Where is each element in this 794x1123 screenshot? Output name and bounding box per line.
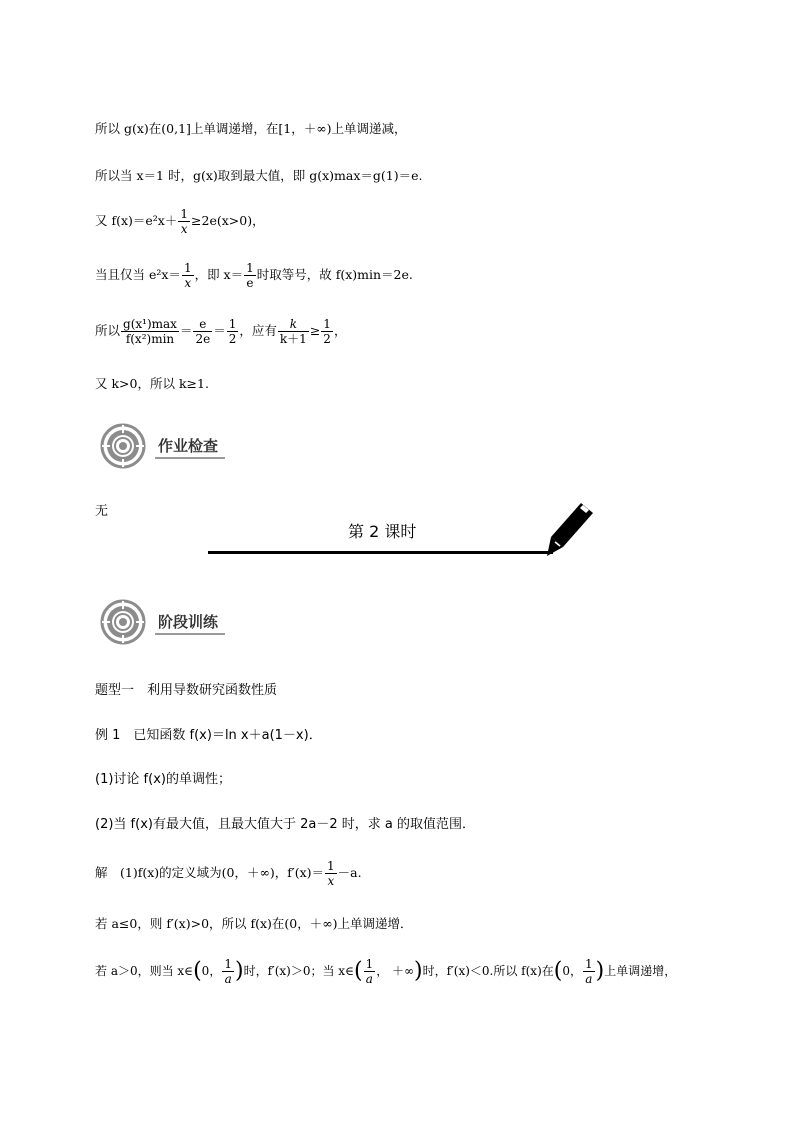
interval-start: 0 bbox=[201, 964, 210, 978]
section-badge-stage-training bbox=[100, 599, 230, 645]
fraction-1-over-e bbox=[244, 262, 256, 289]
paren-close: ) bbox=[414, 958, 423, 984]
line-5-text-c: ＝ bbox=[213, 323, 226, 338]
denominator: 2 bbox=[323, 332, 331, 346]
text-solution bbox=[95, 860, 362, 887]
line-4-text-c: 时取等号，故 f(x)min＝2e. bbox=[256, 267, 413, 282]
text-line-2 bbox=[95, 168, 422, 184]
case-2-text-c: 时，f′(x)＜0.所以 f(x)在 bbox=[422, 964, 554, 978]
case-2-text-b: 时，f′(x)＞0；当 x∈ bbox=[243, 964, 354, 978]
section-title-stage-training: 阶段训练 bbox=[158, 613, 219, 631]
question-2-text: (2)当 f(x)有最大值，且最大值大于 2a－2 时，求 a 的取值范围． bbox=[95, 817, 475, 832]
text-line-6 bbox=[95, 376, 209, 392]
fraction-1-over-x bbox=[325, 860, 337, 887]
denominator: a bbox=[365, 972, 373, 986]
fraction-1-over-a bbox=[364, 958, 376, 985]
numerator: 1 bbox=[327, 859, 335, 873]
section-title-homework-check: 作业检查 bbox=[158, 437, 219, 455]
solution-text-b: －a. bbox=[337, 865, 362, 880]
line-3-text-a: 又 f(x)＝e²x＋ bbox=[95, 213, 178, 228]
type-1-heading: 题型一 利用导数研究函数性质 bbox=[95, 683, 278, 698]
question-1-text: (1)讨论 f(x)的单调性； bbox=[95, 772, 231, 787]
text-case-2: 若 a＞0，则当 x∈(0， $\frac{1}{a}$ )时，f′(x)＞0；当 x∈( $\frac{1}{a}$ ， ＋∞)时，f′(x)＜0.所以 f(x)在(0， $\frac{1}{a}$ )上单调递增， bbox=[95, 957, 677, 986]
text-question-1 bbox=[95, 772, 231, 788]
denominator: x bbox=[327, 874, 335, 888]
text-question-2 bbox=[95, 817, 475, 833]
line-3-text-b: ≥2e(x>0)， bbox=[191, 213, 265, 228]
denominator: k＋1 bbox=[279, 332, 307, 346]
text-type-1 bbox=[95, 683, 277, 699]
text-example-1 bbox=[95, 728, 322, 744]
numerator: 1 bbox=[246, 261, 254, 275]
lesson-header bbox=[208, 505, 598, 560]
denominator: f(x²)min bbox=[125, 332, 175, 346]
fraction-1-over-x bbox=[182, 262, 194, 289]
denominator: e bbox=[246, 276, 254, 290]
section-underline bbox=[155, 457, 225, 459]
text-none bbox=[95, 504, 108, 520]
fraction-1-over-a bbox=[222, 958, 234, 985]
line-5-text-d: ，应有 bbox=[239, 323, 277, 338]
denominator: a bbox=[585, 972, 593, 986]
denominator: 2 bbox=[228, 332, 237, 346]
line-4-text-a: 当且仅当 e²x＝ bbox=[95, 267, 181, 282]
text-line-4 bbox=[95, 262, 413, 289]
denominator: x bbox=[184, 276, 192, 290]
interval-start: 0 bbox=[562, 964, 570, 978]
line-6-text: 又 k>0，所以 k≥1. bbox=[95, 376, 209, 391]
numerator: 1 bbox=[224, 957, 232, 971]
line-5-text-a: 所以 bbox=[95, 323, 121, 338]
case-1-text: 若 a≤0，则 f′(x)>0，所以 f(x)在(0，＋∞)上单调递增． bbox=[95, 916, 413, 931]
line-4-text-b: ，即 x＝ bbox=[194, 267, 244, 282]
none-text: 无 bbox=[95, 504, 109, 519]
numerator: 1 bbox=[365, 957, 374, 971]
case-2-text-a: 若 a＞0，则当 x∈ bbox=[95, 964, 194, 978]
fraction-1-over-2 bbox=[321, 318, 333, 345]
denominator: x bbox=[180, 222, 188, 236]
numerator: k bbox=[278, 318, 309, 332]
paren-open: ( bbox=[193, 958, 202, 984]
example-1-text: 例 1 已知函数 f(x)＝ln x＋a(1－x)． bbox=[95, 728, 322, 743]
fraction-g-over-f bbox=[121, 318, 179, 345]
lesson-divider bbox=[208, 551, 553, 554]
numerator: g(x¹)max bbox=[123, 317, 177, 331]
paren-close: ) bbox=[234, 958, 244, 984]
line-1-text: 所以 g(x)在(0,1]上单调递增，在[1，＋∞)上单调递减， bbox=[95, 121, 407, 136]
text-line-1 bbox=[95, 121, 407, 137]
fraction-1-over-x bbox=[178, 208, 190, 235]
lesson-title: 第 2 课时 bbox=[348, 522, 417, 541]
numerator: 1 bbox=[183, 261, 192, 275]
paren-open: ( bbox=[353, 958, 363, 984]
text-case-1 bbox=[95, 916, 413, 932]
pencil-icon bbox=[543, 501, 598, 559]
solution-text-a: 解 (1)f(x)的定义域为(0，＋∞)，f′(x)＝ bbox=[95, 865, 325, 880]
paren-open: ( bbox=[553, 958, 563, 984]
text-line-5 bbox=[95, 318, 346, 345]
numerator: 1 bbox=[228, 317, 237, 331]
section-underline bbox=[155, 633, 225, 635]
fraction-k-over-k-plus-1 bbox=[278, 318, 309, 345]
section-badge-homework-check bbox=[100, 423, 230, 469]
line-5-text-b: ＝ bbox=[179, 323, 193, 338]
line-5-text-e: ≥ bbox=[309, 323, 321, 338]
fraction-e-over-2e bbox=[193, 318, 212, 345]
numerator: 1 bbox=[323, 317, 331, 331]
line-2-text: 所以当 x＝1 时，g(x)取到最大值，即 g(x)max＝g(1)＝e. bbox=[95, 168, 423, 183]
numerator: 1 bbox=[585, 957, 593, 971]
fraction-1-over-a bbox=[583, 958, 595, 985]
line-5-text-f: ， bbox=[333, 323, 347, 338]
denominator: a bbox=[224, 972, 232, 986]
text-line-3 bbox=[95, 208, 265, 235]
target-icon bbox=[100, 599, 150, 645]
denominator: 2e bbox=[195, 332, 211, 346]
paren-close: ) bbox=[595, 958, 605, 984]
fraction-1-over-2 bbox=[227, 318, 239, 345]
case-2-text-d: 上单调递增， bbox=[604, 964, 677, 978]
numerator: e bbox=[193, 318, 212, 332]
interval-end: ＋∞ bbox=[392, 964, 415, 978]
target-icon bbox=[100, 423, 150, 469]
numerator: 1 bbox=[180, 207, 189, 221]
